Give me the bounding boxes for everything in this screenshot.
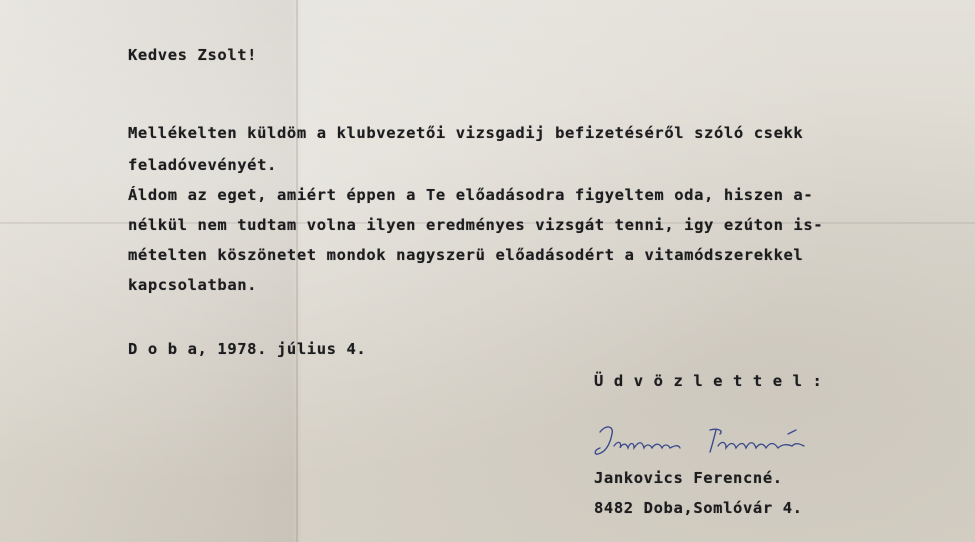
letter-greeting: Kedves Zsolt! [128, 46, 258, 64]
letter-body-line-3: Áldom az eget, amiért éppen a Te előadásodra figyeltem oda, hiszen a- [128, 186, 814, 204]
letter-body-line-4: nélkül nem tudtam volna ilyen eredményes vizsgát tenni, igy ezúton is- [128, 216, 824, 234]
sender-address: 8482 Doba,Somlóvár 4. [594, 499, 803, 517]
sender-name: Jankovics Ferencné. [594, 469, 783, 487]
letter-body-line-5: mételten köszönetet mondok nagyszerü előadásodért a vitamódszerekkel [128, 246, 804, 264]
letter-body-line-6: kapcsolatban. [128, 276, 258, 294]
letter-date-line: D o b a, 1978. július 4. [128, 340, 367, 358]
handwritten-signature [592, 420, 832, 464]
letter-body-line-2: feladóvevényét. [128, 156, 277, 174]
letter-body-line-1: Mellékelten küldöm a klubvezetői vizsgadij befizetéséről szóló csekk [128, 124, 804, 142]
letter-closing: Ü d v ö z l e t t e l : [594, 372, 823, 390]
paper-fold-vertical [296, 0, 298, 542]
